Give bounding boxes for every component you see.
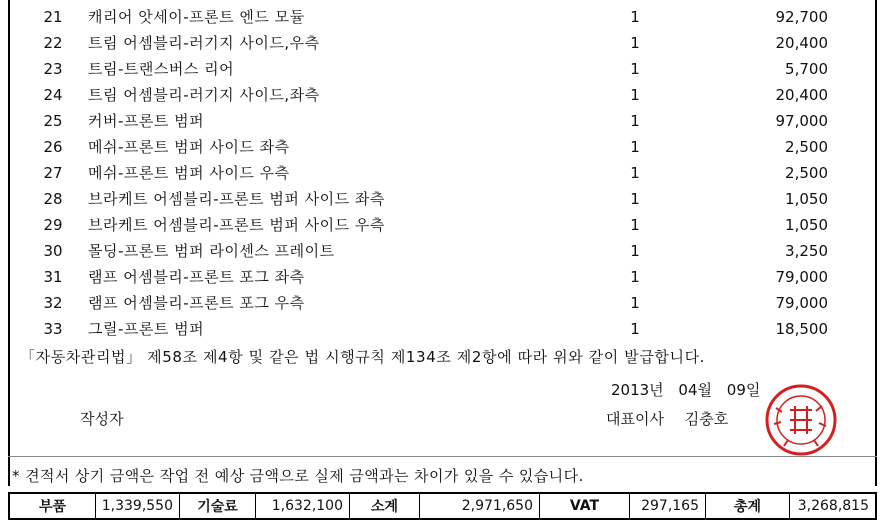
vat-value: 297,165 (630, 494, 706, 518)
item-name: 캐리어 앗세이-프론트 엔드 모듈 (88, 8, 305, 26)
item-price: 79,000 (775, 268, 828, 286)
item-number: 21 (43, 8, 63, 26)
item-number: 23 (43, 60, 63, 78)
item-name: 그릴-프론트 범퍼 (88, 320, 205, 338)
item-name: 램프 어셈블리-프론트 포그 좌측 (88, 268, 305, 286)
item-number: 22 (43, 34, 63, 52)
item-number: 32 (43, 294, 63, 312)
item-quantity: 1 (630, 216, 640, 234)
item-name: 메쉬-프론트 범퍼 사이드 좌측 (88, 138, 290, 156)
list-item (0, 264, 886, 290)
item-number: 29 (43, 216, 63, 234)
company-seal-icon (762, 380, 840, 460)
item-name: 램프 어셈블리-프론트 포그 우측 (88, 294, 305, 312)
item-quantity: 1 (630, 8, 640, 26)
list-item (0, 290, 886, 316)
item-quantity: 1 (630, 320, 640, 338)
total-label: 총계 (706, 494, 790, 518)
item-price: 20,400 (775, 34, 828, 52)
list-item (0, 186, 886, 212)
item-quantity: 1 (630, 242, 640, 260)
item-name: 브라케트 어셈블리-프론트 범퍼 사이드 좌측 (88, 190, 385, 208)
list-item (0, 108, 886, 134)
item-price: 92,700 (775, 8, 828, 26)
list-item (0, 82, 886, 108)
item-number: 31 (43, 268, 63, 286)
item-quantity: 1 (630, 86, 640, 104)
item-price: 20,400 (775, 86, 828, 104)
estimate-notice: * 견적서 상기 금액은 작업 전 예상 금액으로 실제 금액과는 차이가 있을 수 있습니다. (12, 467, 584, 485)
item-name: 트림-트랜스버스 리어 (88, 60, 235, 78)
item-number: 33 (43, 320, 63, 338)
item-price: 3,250 (785, 242, 828, 260)
item-name: 트림 어셈블리-러기지 사이드,좌측 (88, 86, 320, 104)
item-quantity: 1 (630, 190, 640, 208)
item-price: 18,500 (775, 320, 828, 338)
item-number: 24 (43, 86, 63, 104)
list-item (0, 134, 886, 160)
item-number: 28 (43, 190, 63, 208)
subtotal-value: 2,971,650 (420, 494, 540, 518)
list-item (0, 4, 886, 30)
parts-label: 부품 (10, 494, 96, 518)
item-number: 26 (43, 138, 63, 156)
item-quantity: 1 (630, 112, 640, 130)
item-name: 브라케트 어셈블리-프론트 범퍼 사이드 우측 (88, 216, 385, 234)
legal-statement: 「자동차관리법」 제58조 제4항 및 같은 법 시행규칙 제134조 제2항에 따라 위와 같이 발급합니다. (20, 348, 706, 366)
writer-label: 작성자 (80, 410, 124, 428)
list-item (0, 316, 886, 342)
parts-value: 1,339,550 (96, 494, 180, 518)
item-number: 25 (43, 112, 63, 130)
item-price: 2,500 (785, 138, 828, 156)
divider (8, 456, 877, 457)
vat-label: VAT (540, 494, 630, 518)
list-item (0, 212, 886, 238)
item-price: 1,050 (785, 190, 828, 208)
subtotal-label: 소계 (350, 494, 420, 518)
item-quantity: 1 (630, 34, 640, 52)
item-number: 30 (43, 242, 63, 260)
ceo-name: 대표이사 김충호 (606, 410, 729, 428)
item-name: 몰딩-프론트 범퍼 라이센스 프레이트 (88, 242, 335, 260)
issue-date: 2013년 04월 09일 (611, 381, 761, 399)
item-quantity: 1 (630, 138, 640, 156)
item-name: 커버-프론트 범퍼 (88, 112, 205, 130)
item-quantity: 1 (630, 268, 640, 286)
item-quantity: 1 (630, 60, 640, 78)
summary-table (8, 492, 877, 520)
item-name: 트림 어셈블리-러기지 사이드,우측 (88, 34, 320, 52)
item-quantity: 1 (630, 164, 640, 182)
item-number: 27 (43, 164, 63, 182)
list-item (0, 160, 886, 186)
item-price: 1,050 (785, 216, 828, 234)
list-item (0, 30, 886, 56)
item-price: 2,500 (785, 164, 828, 182)
total-value: 3,268,815 (797, 498, 869, 514)
list-item (0, 56, 886, 82)
labor-value: 1,632,100 (256, 494, 350, 518)
labor-label: 기술료 (180, 494, 256, 518)
item-name: 메쉬-프론트 범퍼 사이드 우측 (88, 164, 290, 182)
item-price: 97,000 (775, 112, 828, 130)
item-price: 79,000 (775, 294, 828, 312)
list-item (0, 238, 886, 264)
item-price: 5,700 (785, 60, 828, 78)
item-quantity: 1 (630, 294, 640, 312)
